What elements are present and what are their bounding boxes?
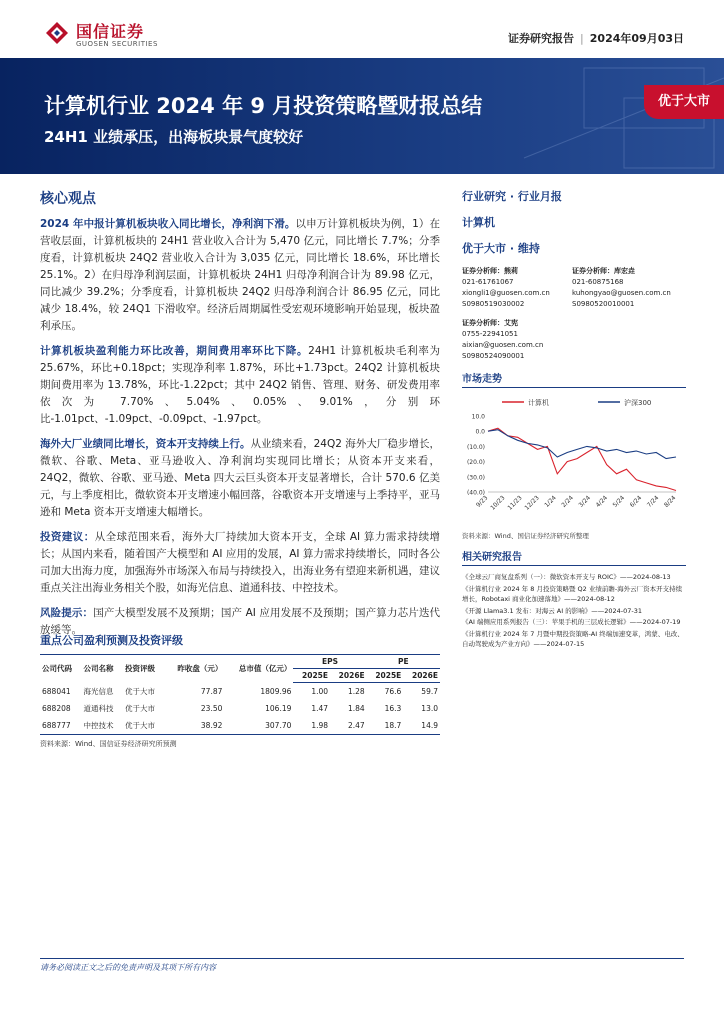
analyst-phone: 021-60875168 xyxy=(572,278,624,286)
cell-mcap: 307.70 xyxy=(224,717,293,735)
analyst-label: 证券分析师：熊莉 xyxy=(462,267,518,275)
analyst-card xyxy=(572,266,682,310)
core-paragraph xyxy=(40,343,440,428)
cell-code: 688777 xyxy=(40,717,82,735)
x-tick-label: 6/24 xyxy=(628,494,644,509)
analyst-phone: 0755-22941051 xyxy=(462,330,518,338)
cell-close: 38.92 xyxy=(165,717,225,735)
analyst-email[interactable]: kuhongyao@guosen.com.cn xyxy=(572,289,671,297)
th-pe-y1: 2025E xyxy=(367,669,404,683)
legend-label: 计算机 xyxy=(528,399,549,407)
related-report-item[interactable]: 《全球云厂商复盘系列（一）：微软资本开支与 ROIC》——2024-08-13 xyxy=(462,573,671,581)
paragraph-text: 从业绩来看，24Q2 海外大厂稳步增长，微软、谷歌、Meta、亚马逊收入、净利润均实现同比增长；从资本开支来看，24Q2，微软、谷歌、亚马逊、Meta 四大云巨头资本开支显著增长，合计 570.6 亿美元，与上季度相比，微软资本开支增速小幅回落，谷歌资本开支增速与上季持平，亚马逊和 Meta 资本开支增速大幅增长。 xyxy=(40,438,440,518)
x-tick-label: 4/24 xyxy=(594,494,610,509)
cell-eps2: 2.47 xyxy=(330,717,367,735)
rating-tag: 优于大市 xyxy=(644,85,724,119)
th-pe-y2: 2026E xyxy=(403,669,440,683)
related-report-item[interactable]: 《计算机行业 2024 年 8 月投资策略暨 Q2 业绩前瞻-海外云厂资本开支持续增长，Robotaxi 商业化加速落地》——2024-08-12 xyxy=(462,584,683,603)
core-paragraph xyxy=(40,436,440,521)
cell-mcap: 106.19 xyxy=(265,703,292,713)
paragraph-text: 24H1 计算机板块毛利率为 25.67%，环比+0.18pct；实现净利率 1.87%，环比+1.73pct。24Q2 计算机板块期间费用率为 13.78%，环比-1.22pct；其中 24Q2 销售、管理、财务、研发费用率依次为 7.70%、5.04%、0.05%、9.01%，分别环比-1.01pct、-1.09pct、-0.09pct、-1.97pct。 xyxy=(40,345,441,425)
analyst-label: 证券分析师：库宏垚 xyxy=(572,267,635,275)
cell-pe1: 18.7 xyxy=(367,717,404,735)
analyst-email[interactable]: aixian@guosen.com.cn xyxy=(462,341,544,349)
top-bar xyxy=(0,0,724,58)
paragraph-text: 从全球范围来看，海外大厂持续加大资本开支，全球 AI 算力需求持续增长；从国内来看，随着国产大模型和 AI 应用的发展，AI 算力需求持续增长，同时各公司加大出海力度，加强海外市场深入布局与持续投入，出海业务有望迎来新机遇，建议重点关注出海业务相关个股，如海光信息、道通科技、中控技术。 xyxy=(40,531,440,594)
forecast-table-block xyxy=(40,632,440,749)
y-tick-label: (20.0) xyxy=(466,459,485,467)
paragraph-lead: 2024 年中报计算机板块收入同比增长，净利润下滑。 xyxy=(40,218,296,230)
table-row xyxy=(40,683,440,700)
sidebar-category: 行业研究 · 行业月报 xyxy=(462,190,562,203)
related-report-item[interactable]: 《AI 端侧应用系列报告（三）：苹果手机的三层成长逻辑》——2024-07-19 xyxy=(462,618,681,626)
cell-code: 688208 xyxy=(42,703,71,713)
cell-close: 77.87 xyxy=(200,686,223,696)
cell-pe2: 13.0 xyxy=(421,703,438,713)
cell-name: 道通科技 xyxy=(83,703,114,713)
related-report-item[interactable]: 《开源 Llama3.1 发布：对海云 AI 的影响》——2024-07-31 xyxy=(462,606,642,615)
report-title: 计算机行业 2024 年 9 月投资策略暨财报总结 xyxy=(44,94,483,118)
th-rating: 投资评级 xyxy=(123,655,165,683)
x-tick-label: 8/24 xyxy=(662,494,678,509)
cell-rating: 优于大市 xyxy=(123,717,165,735)
cell-rating: 优于大市 xyxy=(125,686,156,696)
y-tick-label: (10.0) xyxy=(466,443,485,451)
report-meta: 证券研究报告 | 2024年09月03日 xyxy=(508,32,684,45)
x-tick-label: 9/23 xyxy=(474,494,490,509)
logo-icon xyxy=(44,20,70,46)
y-tick-label: 10.0 xyxy=(471,413,485,421)
logo-company-cn: 国信证券 xyxy=(76,22,145,41)
paragraph-lead: 计算机板块盈利能力环比改善，期间费用率环比下降。 xyxy=(40,345,309,357)
related-reports xyxy=(462,572,686,650)
analyst-card xyxy=(462,318,572,362)
x-tick-label: 10/23 xyxy=(489,494,507,512)
paragraph-text: 以申万计算机板块为例，1）在营收层面，计算机板块的 24H1 营业收入合计为 5,470 亿元，同比增长 7.7%；分季度看，计算机板块 24Q2 营业收入合计为 3,035 亿元，同比增长 18.6%，环比增长 25.1%。2）在归母净利润层面，计算机板块 24H1 归母净利润合计为 89.98 亿元，同比减少 39.2%；分季度看，计算机板块 24Q2 归母净利润合计 86.95 亿元，同比减少 18.4%，较 24Q1 下滑收窄。经济后周期属性受宏观环境影响开始显现，板块盈利承压。 xyxy=(40,218,440,332)
th-code: 公司代码 xyxy=(40,655,82,683)
market-trend-title: 市场走势 xyxy=(462,370,686,388)
analyst-cert: S0980520010001 xyxy=(572,300,635,308)
th-close: 昨收盘（元） xyxy=(165,655,225,683)
th-eps: EPS xyxy=(293,655,366,669)
x-tick-label: 5/24 xyxy=(611,494,627,509)
y-tick-label: (40.0) xyxy=(466,489,485,497)
disclaimer-footer: 请务必阅读正文之后的免责声明及其项下所有内容 xyxy=(40,958,684,973)
cell-code: 688041 xyxy=(42,686,71,696)
report-subtitle: 24H1 业绩承压，出海板块景气度较好 xyxy=(44,128,304,146)
logo-company-en: GUOSEN SECURITIES xyxy=(76,40,158,48)
related-report-item[interactable]: 《计算机行业 2024 年 7 月暨中期投资策略-AI 终端加速变革，鸿蒙、电改、自动驾驶成为产业方向》——2024-07-15 xyxy=(462,629,684,648)
analyst-label: 证券分析师：艾宪 xyxy=(462,319,518,327)
paragraph-lead: 投资建议： xyxy=(40,531,95,543)
cell-name: 海光信息 xyxy=(83,686,114,696)
cell-rating: 优于大市 xyxy=(125,703,156,713)
cell-eps1: 1.00 xyxy=(311,686,329,696)
guosen-logo xyxy=(44,18,184,52)
x-tick-label: 2/24 xyxy=(560,494,575,509)
report-date: 2024年09月03日 xyxy=(589,32,684,45)
analyst-card xyxy=(462,266,572,310)
sidebar-industry: 计算机 xyxy=(462,216,495,229)
report-type: 证券研究报告 xyxy=(508,32,575,45)
core-views xyxy=(40,188,440,647)
x-tick-label: 1/24 xyxy=(543,494,558,509)
paragraph-text: 国产大模型发展不及预期；国产 AI 应用发展不及预期；国产算力芯片迭代放缓等。 xyxy=(40,607,440,636)
analyst-email[interactable]: xiongli1@guosen.com.cn xyxy=(462,289,550,297)
cell-eps1: 1.47 xyxy=(311,703,329,713)
y-tick-label: (30.0) xyxy=(466,474,485,482)
y-tick-label: 0.0 xyxy=(475,428,485,436)
cell-name: 中控技术 xyxy=(82,717,124,735)
table-row xyxy=(40,717,440,735)
market-chart xyxy=(462,394,686,529)
x-tick-label: 12/23 xyxy=(523,494,541,512)
analyst-cert: S0980519030002 xyxy=(462,300,525,308)
core-paragraph xyxy=(40,216,440,335)
analyst-list xyxy=(462,266,686,370)
th-pe: PE xyxy=(367,655,440,669)
market-chart-svg xyxy=(462,394,686,529)
forecast-table-title: 重点公司盈利预测及投资评级 xyxy=(40,634,183,647)
title-banner xyxy=(0,58,724,174)
analyst-cert: S0980524090001 xyxy=(462,352,525,360)
cell-mcap: 1809.96 xyxy=(260,686,292,696)
cell-pe1: 16.3 xyxy=(384,703,402,713)
cell-pe2: 14.9 xyxy=(403,717,440,735)
table-source: 资料来源：Wind、国信证券经济研究所预测 xyxy=(40,739,177,748)
series-line xyxy=(488,430,676,459)
th-name: 公司名称 xyxy=(82,655,124,683)
cell-eps1: 1.98 xyxy=(293,717,330,735)
analyst-phone: 021-61761067 xyxy=(462,278,514,286)
core-paragraph xyxy=(40,529,440,597)
sidebar xyxy=(462,188,686,651)
th-mcap: 总市值（亿元） xyxy=(224,655,293,683)
related-reports-title: 相关研究报告 xyxy=(462,548,686,566)
sidebar-rating: 优于大市 · 维持 xyxy=(462,242,540,255)
cell-pe2: 59.7 xyxy=(421,686,438,696)
forecast-table xyxy=(40,654,440,735)
series-line xyxy=(488,428,676,490)
x-tick-label: 11/23 xyxy=(506,494,524,512)
cell-eps2: 1.28 xyxy=(347,686,365,696)
legend-label: 沪深300 xyxy=(624,399,652,407)
table-row xyxy=(40,700,440,717)
paragraph-lead: 海外大厂业绩同比增长，资本开支持续上行。 xyxy=(40,438,251,450)
x-tick-label: 3/24 xyxy=(577,494,592,509)
core-views-title: 核心观点 xyxy=(40,191,96,207)
chart-source: 资料来源：Wind、国信证券经济研究所整理 xyxy=(462,532,589,540)
th-eps-y1: 2025E xyxy=(293,669,330,683)
paragraph-lead: 风险提示： xyxy=(40,607,94,619)
th-eps-y2: 2026E xyxy=(330,669,367,683)
cell-eps2: 1.84 xyxy=(347,703,365,713)
x-tick-label: 7/24 xyxy=(645,494,661,509)
cell-pe1: 76.6 xyxy=(384,686,402,696)
cell-close: 23.50 xyxy=(200,703,223,713)
